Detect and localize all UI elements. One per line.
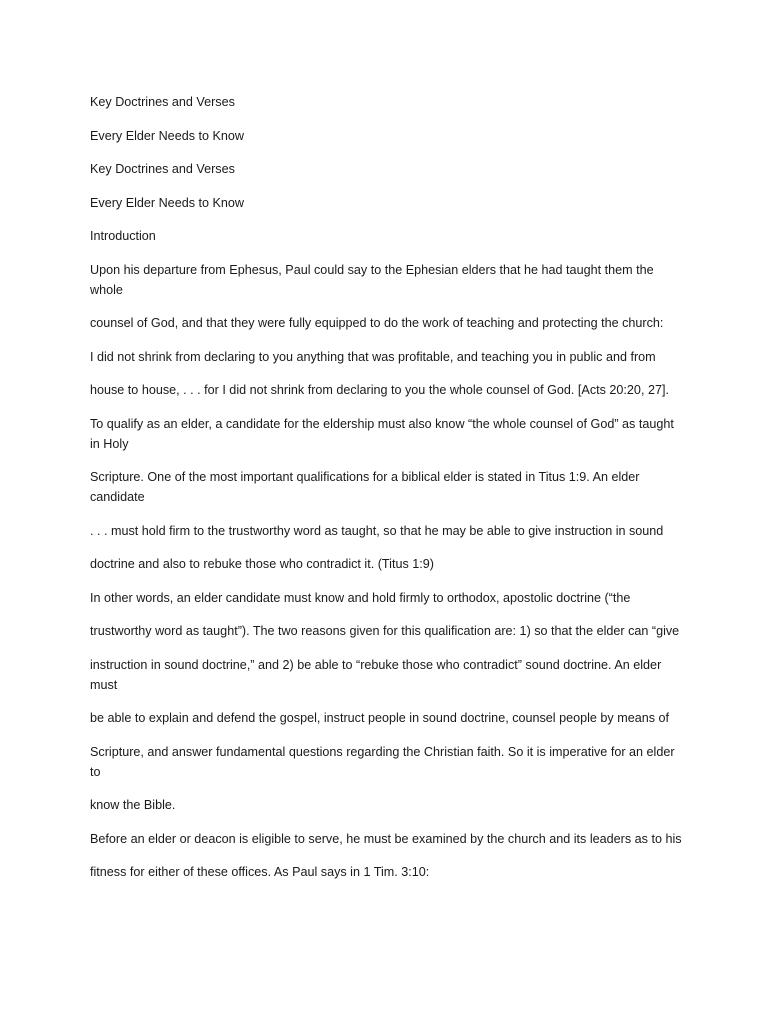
paragraph: Upon his departure from Ephesus, Paul could say to the Ephesian elders that he had taught them the whole xyxy=(90,262,654,297)
paragraph: . . . must hold firm to the trustworthy word as taught, so that he may be able to give instruction in sound xyxy=(90,523,664,538)
paragraph: To qualify as an elder, a candidate for the eldership must also know “the whole counsel of God” as taught in Holy xyxy=(90,416,674,451)
paragraph: fitness for either of these offices. As Paul says in 1 Tim. 3:10: xyxy=(90,865,430,879)
paragraph: Scripture. One of the most important qualifications for a biblical elder is stated in Titus 1:9. An elder candidate xyxy=(90,470,640,504)
paragraph: counsel of God, and that they were fully equipped to do the work of teaching and protecting the church: xyxy=(90,316,664,330)
doc-subtitle: Every Elder Needs to Know xyxy=(90,128,244,143)
doc-subtitle-repeat: Every Elder Needs to Know xyxy=(90,195,244,210)
paragraph: house to house, . . . for I did not shrink from declaring to you the whole counsel of God. [Acts 20:20, 27]. xyxy=(90,383,669,397)
paragraph: know the Bible. xyxy=(90,798,176,812)
section-heading-introduction: Introduction xyxy=(90,229,156,243)
paragraph: instruction in sound doctrine,” and 2) be able to “rebuke those who contradict” sound doctrine. An elder must xyxy=(90,657,662,692)
paragraph: Before an elder or deacon is eligible to serve, he must be examined by the church and its leaders as to his xyxy=(90,831,682,846)
document-body xyxy=(90,92,682,896)
doc-title: Key Doctrines and Verses xyxy=(90,95,235,109)
doc-title-repeat: Key Doctrines and Verses xyxy=(90,162,235,176)
paragraph: In other words, an elder candidate must know and hold firmly to orthodox, apostolic doctrine (“the xyxy=(90,590,631,605)
paragraph: doctrine and also to rebuke those who contradict it. (Titus 1:9) xyxy=(90,557,434,571)
paragraph: I did not shrink from declaring to you anything that was profitable, and teaching you in public and from xyxy=(90,349,656,364)
paragraph: Scripture, and answer fundamental questions regarding the Christian faith. So it is imperative for an elder to xyxy=(90,744,675,779)
paragraph: be able to explain and defend the gospel, instruct people in sound doctrine, counsel people by means of xyxy=(90,711,670,725)
paragraph: trustworthy word as taught”). The two reasons given for this qualification are: 1) so that the elder can “give xyxy=(90,624,680,638)
